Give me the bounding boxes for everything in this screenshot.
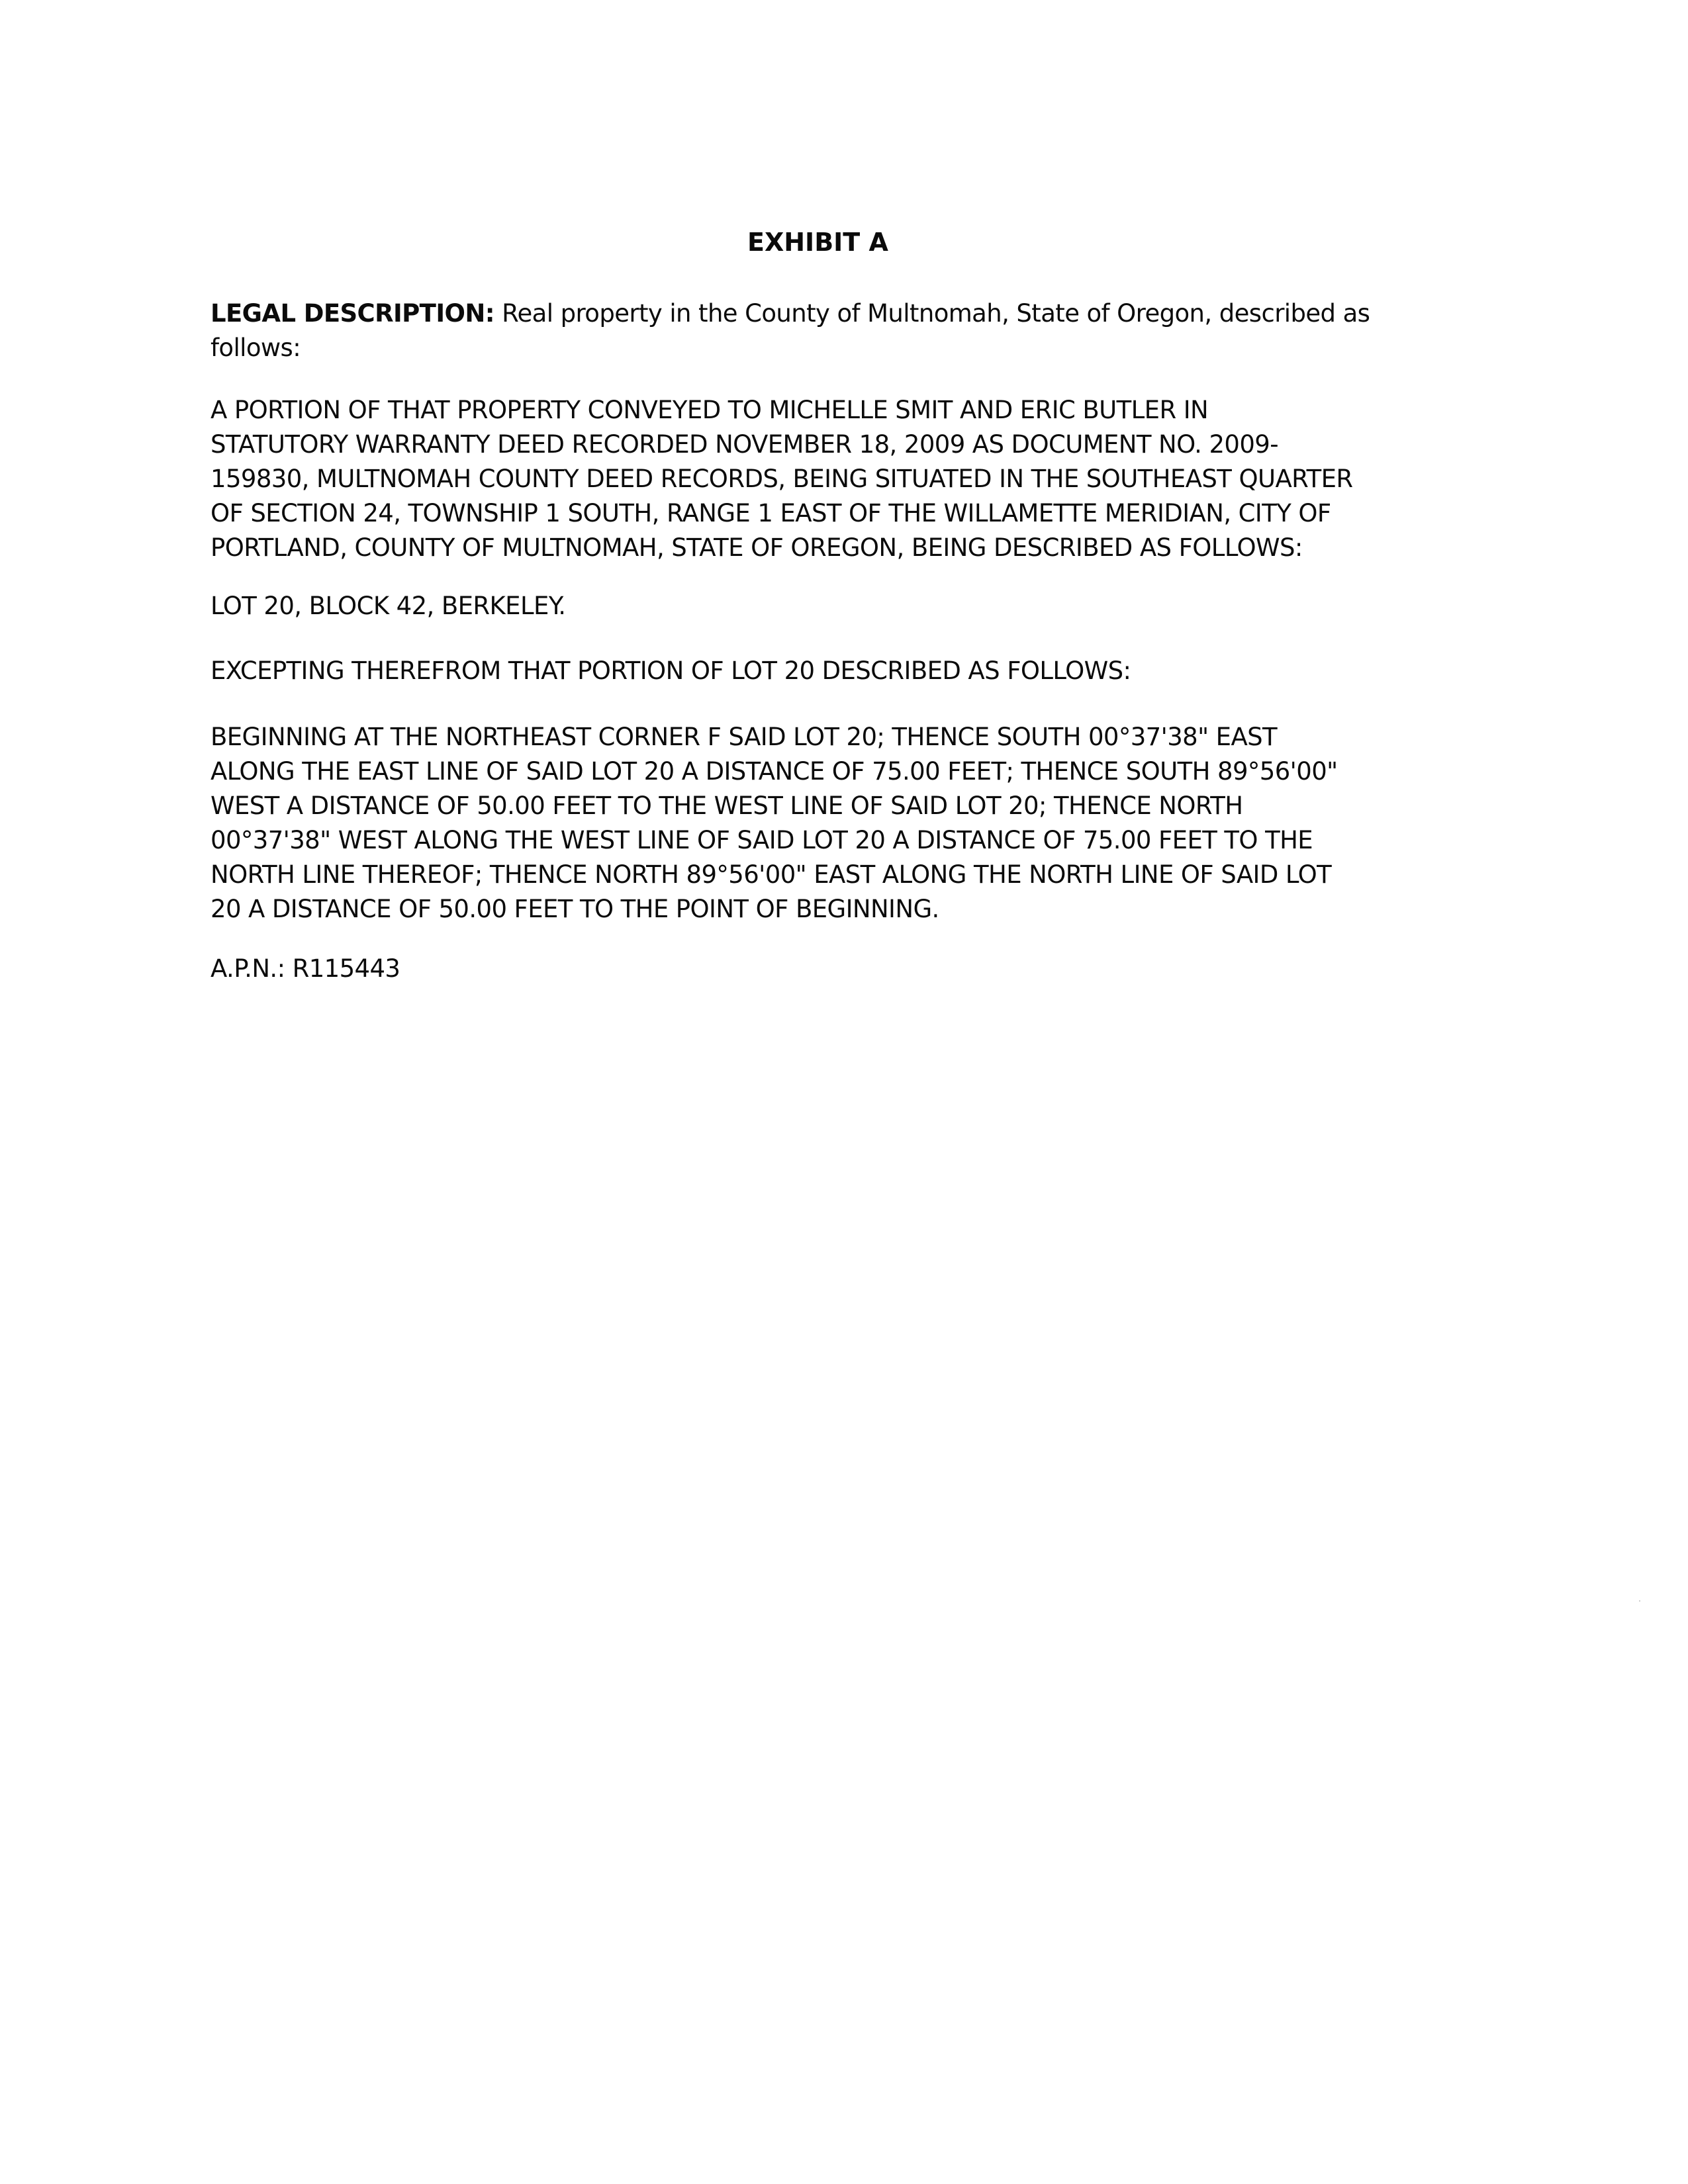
paragraph-line: PORTLAND, COUNTY OF MULTNOMAH, STATE OF OREGON, BEING DESCRIBED AS FOLLOWS: (211, 533, 1303, 562)
paragraph-line: STATUTORY WARRANTY DEED RECORDED NOVEMBER 18, 2009 AS DOCUMENT NO. 2009- (211, 430, 1278, 459)
paragraph-line: A PORTION OF THAT PROPERTY CONVEYED TO MICHELLE SMIT AND ERIC BUTLER IN (211, 396, 1209, 424)
paragraph-line: OF SECTION 24, TOWNSHIP 1 SOUTH, RANGE 1 EAST OF THE WILLAMETTE MERIDIAN, CITY OF (211, 499, 1331, 527)
paragraph-line: 20 A DISTANCE OF 50.00 FEET TO THE POINT OF BEGINNING. (211, 895, 939, 923)
legal-description-line: follows: (211, 334, 301, 362)
paragraph-line: BEGINNING AT THE NORTHEAST CORNER F SAID LOT 20; THENCE SOUTH 00°37'38" EAST (211, 723, 1278, 751)
paragraph-line: 159830, MULTNOMAH COUNTY DEED RECORDS, BEING SITUATED IN THE SOUTHEAST QUARTER (211, 465, 1353, 493)
conveyance-paragraph (211, 393, 1422, 565)
apn-paragraph (211, 952, 1422, 986)
exhibit-heading: EXHIBIT A (747, 228, 888, 257)
paragraph-line: EXCEPTING THEREFROM THAT PORTION OF LOT 20 DESCRIBED AS FOLLOWS: (211, 657, 1131, 685)
legal-description-paragraph (211, 296, 1422, 365)
metes-and-bounds-paragraph (211, 720, 1422, 927)
paragraph-line: WEST A DISTANCE OF 50.00 FEET TO THE WEST LINE OF SAID LOT 20; THENCE NORTH (211, 792, 1243, 820)
legal-description-text: Real property in the County of Multnomah, State of Oregon, described as (494, 299, 1370, 328)
paragraph-line: ALONG THE EAST LINE OF SAID LOT 20 A DISTANCE OF 75.00 FEET; THENCE SOUTH 89°56'00" (211, 757, 1338, 786)
apn-number: A.P.N.: R115443 (211, 954, 400, 983)
paragraph-line: LOT 20, BLOCK 42, BERKELEY. (211, 592, 566, 620)
scan-speck (1639, 1600, 1640, 1602)
legal-description-line (211, 296, 1422, 331)
lot-block-paragraph (211, 589, 1422, 623)
legal-description-label: LEGAL DESCRIPTION: (211, 299, 494, 328)
paragraph-line: NORTH LINE THEREOF; THENCE NORTH 89°56'00" EAST ALONG THE NORTH LINE OF SAID LOT (211, 860, 1332, 889)
excepting-paragraph (211, 654, 1422, 688)
paragraph-line: 00°37'38" WEST ALONG THE WEST LINE OF SAID LOT 20 A DISTANCE OF 75.00 FEET TO THE (211, 826, 1313, 854)
